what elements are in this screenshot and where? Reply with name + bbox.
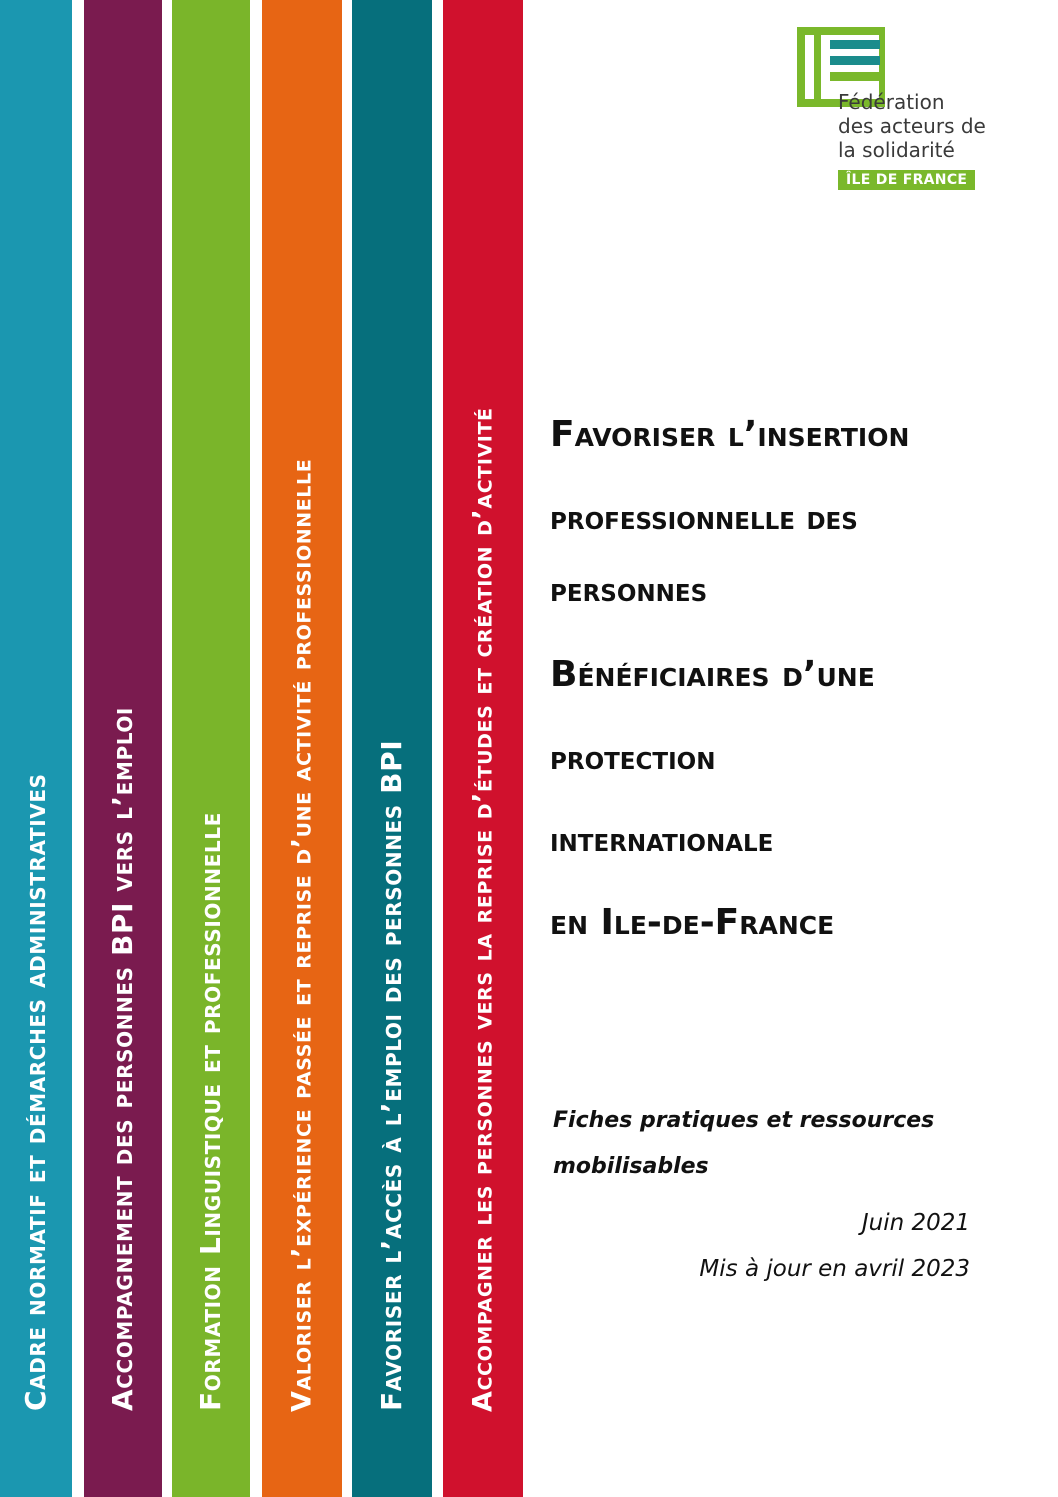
document-dates <box>699 1200 970 1292</box>
document-title <box>550 414 1040 984</box>
logo-line: Fédération <box>838 90 945 114</box>
document-subtitle: Fiches pratiques et ressources mobilisables <box>553 1108 935 1179</box>
stripe-label: Cadre normatif et démarches administratives <box>19 773 52 1411</box>
title-line: professionnelle des <box>550 498 858 537</box>
stripe-label: Formation Linguistique et professionnelle <box>194 812 227 1411</box>
stripe-accompagnement <box>84 0 162 1497</box>
title-line: Bénéficiaires d’une <box>550 654 875 695</box>
logo-line: la solidarité <box>838 138 955 162</box>
fas-logo-text <box>838 90 986 162</box>
fas-logo <box>796 26 1036 196</box>
title-line: en Ile-de-France <box>550 902 835 943</box>
stripe-favoriser-acces <box>352 0 432 1497</box>
publication-date: Juin 2021 <box>861 1210 970 1236</box>
logo-line: des acteurs de <box>838 114 986 138</box>
logo-region-badge: ÎLE DE FRANCE <box>838 170 975 190</box>
stripe-valoriser <box>262 0 342 1497</box>
title-line: Favoriser l’insertion <box>550 414 910 455</box>
stripe-formation <box>172 0 250 1497</box>
stripe-label: Accompagner les personnes vers la reprise d’études et création d’activité <box>467 407 499 1412</box>
title-line: protection <box>550 738 716 777</box>
stripe-cadre-normatif <box>0 0 72 1497</box>
update-date: Mis à jour en avril 2023 <box>699 1256 970 1282</box>
stripe-label: Favoriser l’accès à l’emploi des personnes BPI <box>375 739 408 1411</box>
stripe-label: Valoriser l’expérience passée et reprise d’une activité professionnelle <box>286 458 318 1412</box>
title-line: internationale <box>550 820 774 859</box>
stripe-label: Accompagnement des personnes BPI vers l’emploi <box>106 707 139 1411</box>
stripe-accompagner-etudes <box>443 0 523 1497</box>
title-line: personnes <box>550 570 708 609</box>
